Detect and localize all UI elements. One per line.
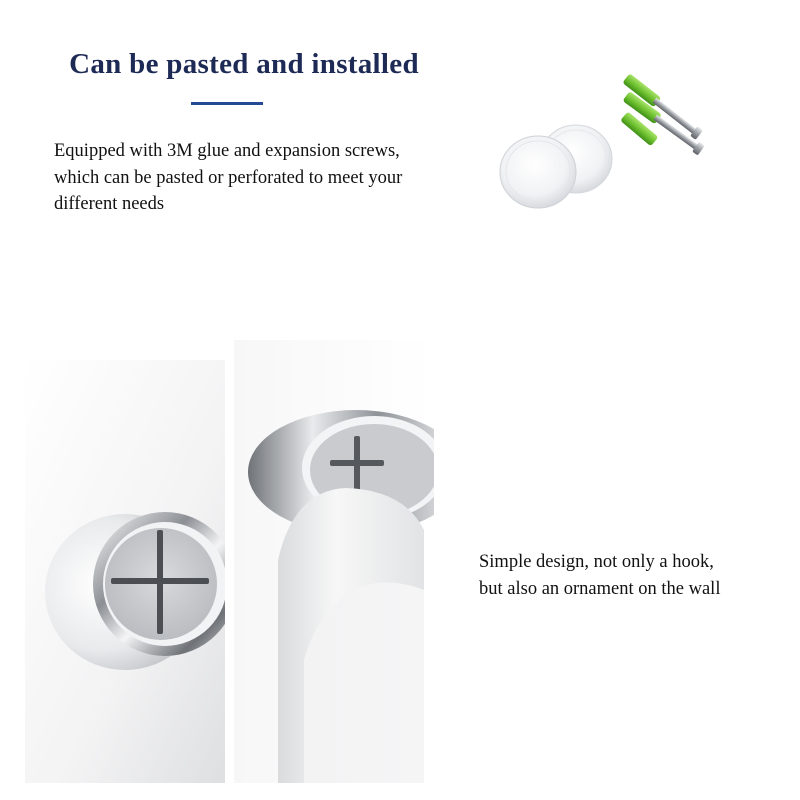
installation-description	[54, 138, 402, 218]
installation-description-line: different needs	[54, 194, 165, 214]
installation-description-line: Equipped with 3M glue and expansion screws,	[54, 141, 400, 161]
hook-closeup-image	[25, 360, 225, 783]
design-description-line: but also an ornament on the wall	[479, 578, 721, 599]
title-underline	[191, 102, 263, 105]
design-description-line: Simple design, not only a hook,	[479, 552, 714, 572]
page-title: Can be pasted and installed	[69, 48, 419, 80]
installation-description-line: which can be pasted or perforated to meet your	[54, 167, 403, 188]
accessories-image	[498, 64, 728, 214]
hook-with-towel-image	[234, 340, 434, 783]
design-description	[479, 549, 720, 602]
adhesive-pad-icon	[500, 136, 576, 208]
